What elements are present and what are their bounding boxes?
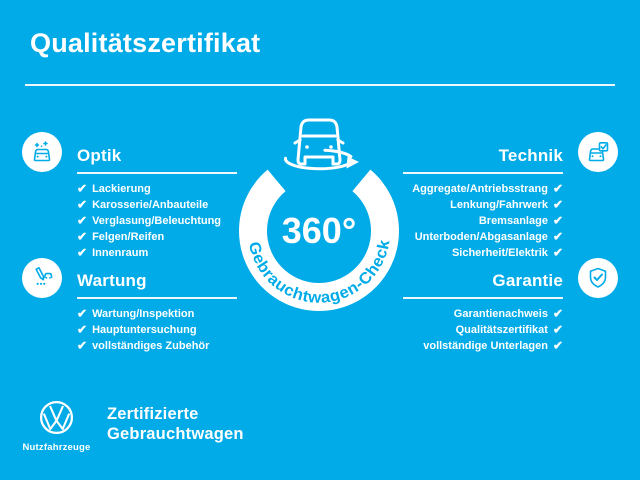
section-wartung [77, 271, 237, 352]
checklist-item [77, 340, 237, 352]
item-label: Felgen/Reifen [92, 231, 165, 243]
check-icon: ✔ [77, 197, 88, 212]
item-label: Qualitätszertifikat [455, 324, 548, 336]
item-label: Bremsanlage [478, 215, 548, 227]
check-icon: ✔ [77, 245, 88, 260]
pencil-service-icon [29, 265, 55, 291]
item-label: Verglasung/Beleuchtung [92, 215, 222, 227]
check-icon: ✔ [77, 322, 88, 337]
checklist-item [77, 215, 237, 227]
check-icon: ✔ [77, 229, 88, 244]
checklist-item [403, 199, 563, 211]
check-icon: ✔ [77, 338, 88, 353]
check-icon: ✔ [552, 229, 563, 244]
curved-ring-label: Gebrauchtwagen-Check [244, 238, 394, 307]
brand-claim-line1: Zertifizierte [107, 405, 199, 423]
optik-badge [22, 132, 62, 172]
page-title: Qualitätszertifikat [30, 28, 261, 58]
checklist-item [77, 247, 237, 259]
check-icon: ✔ [77, 213, 88, 228]
checklist-item [77, 308, 237, 320]
car-check-icon [585, 139, 611, 165]
checklist-item [403, 340, 563, 352]
title-divider [25, 84, 615, 86]
car-360-icon [295, 120, 343, 164]
vw-logo [38, 399, 75, 436]
checklist-item [77, 183, 237, 195]
section-title-optik: Optik [77, 146, 237, 174]
checklist-item [403, 183, 563, 195]
check-icon: ✔ [552, 181, 563, 196]
item-label: Innenraum [92, 247, 149, 259]
check-icon: ✔ [552, 197, 563, 212]
360-check-emblem [218, 103, 422, 327]
checklist-item [403, 215, 563, 227]
section-title-technik: Technik [403, 146, 563, 174]
technik-badge [578, 132, 618, 172]
item-label: Sicherheit/Elektrik [451, 247, 548, 259]
check-icon: ✔ [77, 181, 88, 196]
checklist-item [403, 247, 563, 259]
item-label: Lackierung [92, 183, 151, 195]
section-garantie [403, 271, 563, 352]
item-label: Aggregate/Antriebsstrang [412, 183, 548, 195]
brand-caption: Nutzfahrzeuge [22, 442, 91, 453]
item-label: Garantienachweis [453, 308, 548, 320]
wartung-badge [22, 258, 62, 298]
item-label: Unterboden/Abgasanlage [414, 231, 548, 243]
check-icon: ✔ [552, 322, 563, 337]
check-icon: ✔ [552, 338, 563, 353]
checklist-item [403, 324, 563, 336]
section-technik [403, 146, 563, 259]
shield-check-icon [585, 265, 611, 291]
brand-claim-line2: Gebrauchtwagen [107, 425, 244, 443]
checklist-item [403, 231, 563, 243]
garantie-badge [578, 258, 618, 298]
item-label: Wartung/Inspektion [92, 308, 195, 320]
item-label: vollständiges Zubehör [92, 340, 210, 352]
item-label: vollständige Unterlagen [423, 340, 548, 352]
section-title-garantie: Garantie [403, 271, 563, 299]
item-label: Hauptuntersuchung [92, 324, 197, 336]
item-label: Karosserie/Anbauteile [92, 199, 209, 211]
check-icon: ✔ [552, 213, 563, 228]
checklist-item [403, 308, 563, 320]
section-title-wartung: Wartung [77, 271, 237, 299]
checklist-item [77, 199, 237, 211]
checklist-item [77, 324, 237, 336]
check-icon: ✔ [77, 306, 88, 321]
brand-claim [107, 404, 244, 444]
checklist-item [77, 231, 237, 243]
item-label: Lenkung/Fahrwerk [450, 199, 548, 211]
section-optik [77, 146, 237, 259]
check-icon: ✔ [552, 245, 563, 260]
check-icon: ✔ [552, 306, 563, 321]
sparkling-car-icon [29, 139, 55, 165]
rotation-arrow-icon [285, 150, 359, 169]
degree-label: 360° [281, 210, 357, 251]
